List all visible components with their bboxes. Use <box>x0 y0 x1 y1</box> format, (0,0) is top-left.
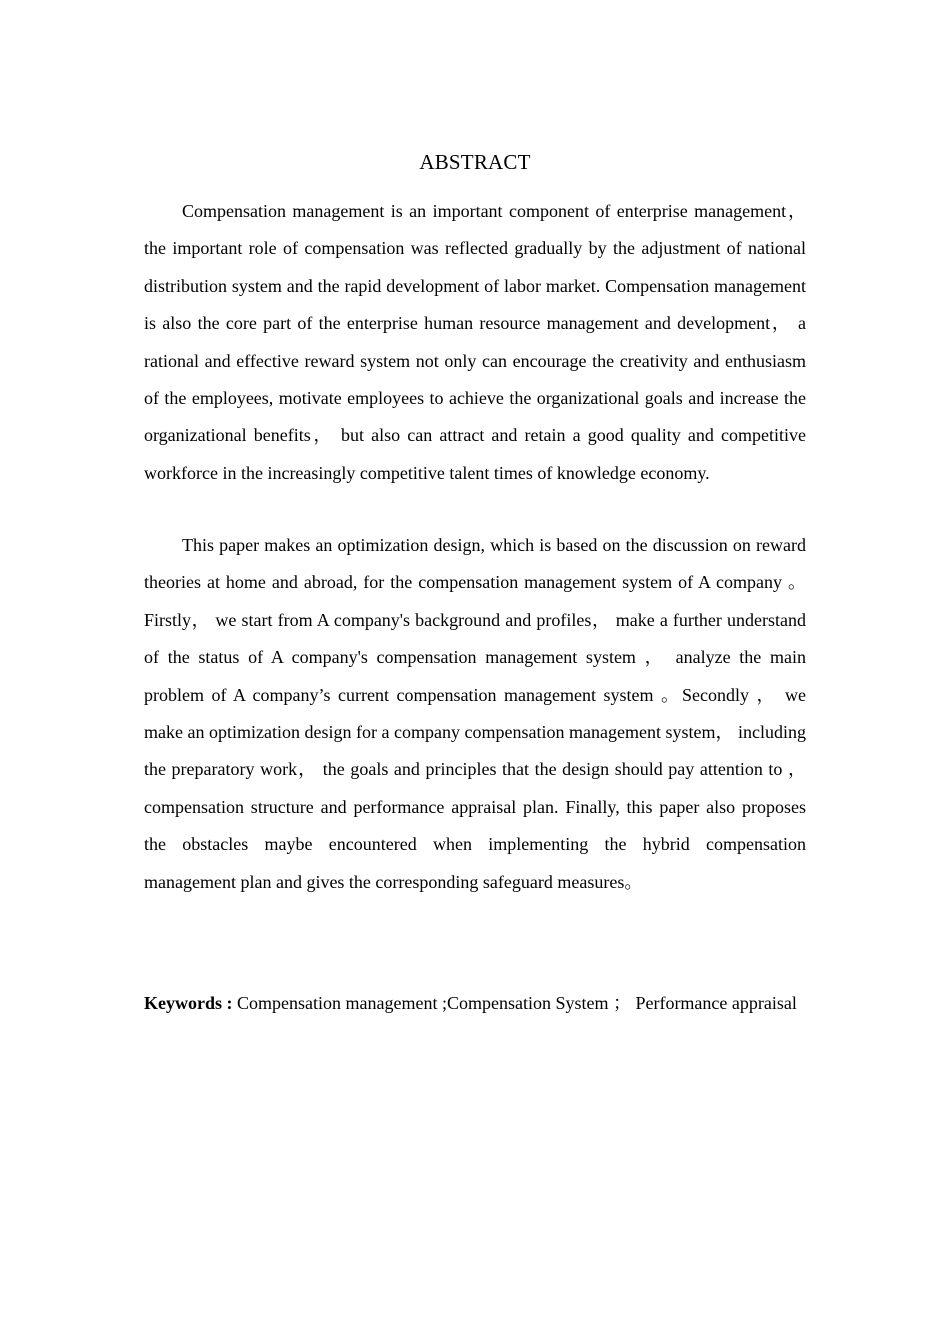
abstract-paragraph-2: This paper makes an optimization design, which is based on the discussion on reward theories at home and abroad, for the compensation management system of A company 。Firstly， we start from A company's background and profiles， make a further understand of the status of A company's compensation management system ， analyze the main problem of A company’s current compensation management system 。Secondly ， we make an optimization design for a company compensation management system， including the preparatory work， the goals and principles that the design should pay attention to ， compensation structure and performance appraisal plan. Finally, this paper also proposes the obstacles maybe encountered when implementing the hybrid compensation management plan and gives the corresponding safeguard measures。 <box>144 535 806 892</box>
abstract-paragraph-1: Compensation management is an important component of enterprise management， the important role of compensation was reflected gradually by the adjustment of national distribution system and the rapid development of labor market. Compensation management is also the core part of the enterprise human resource management and development， a rational and effective reward system not only can encourage the creativity and enthusiasm of the employees, motivate employees to achieve the organizational goals and increase the organizational benefits， but also can attract and retain a good quality and competitive workforce in the increasingly competitive talent times of knowledge economy. <box>144 201 806 483</box>
keywords-label: Keywords : <box>144 993 233 1013</box>
abstract-title: ABSTRACT <box>419 150 531 174</box>
keywords-line <box>144 991 806 1016</box>
keywords-text: Compensation management ;Compensation System ； Performance appraisal <box>232 993 797 1013</box>
